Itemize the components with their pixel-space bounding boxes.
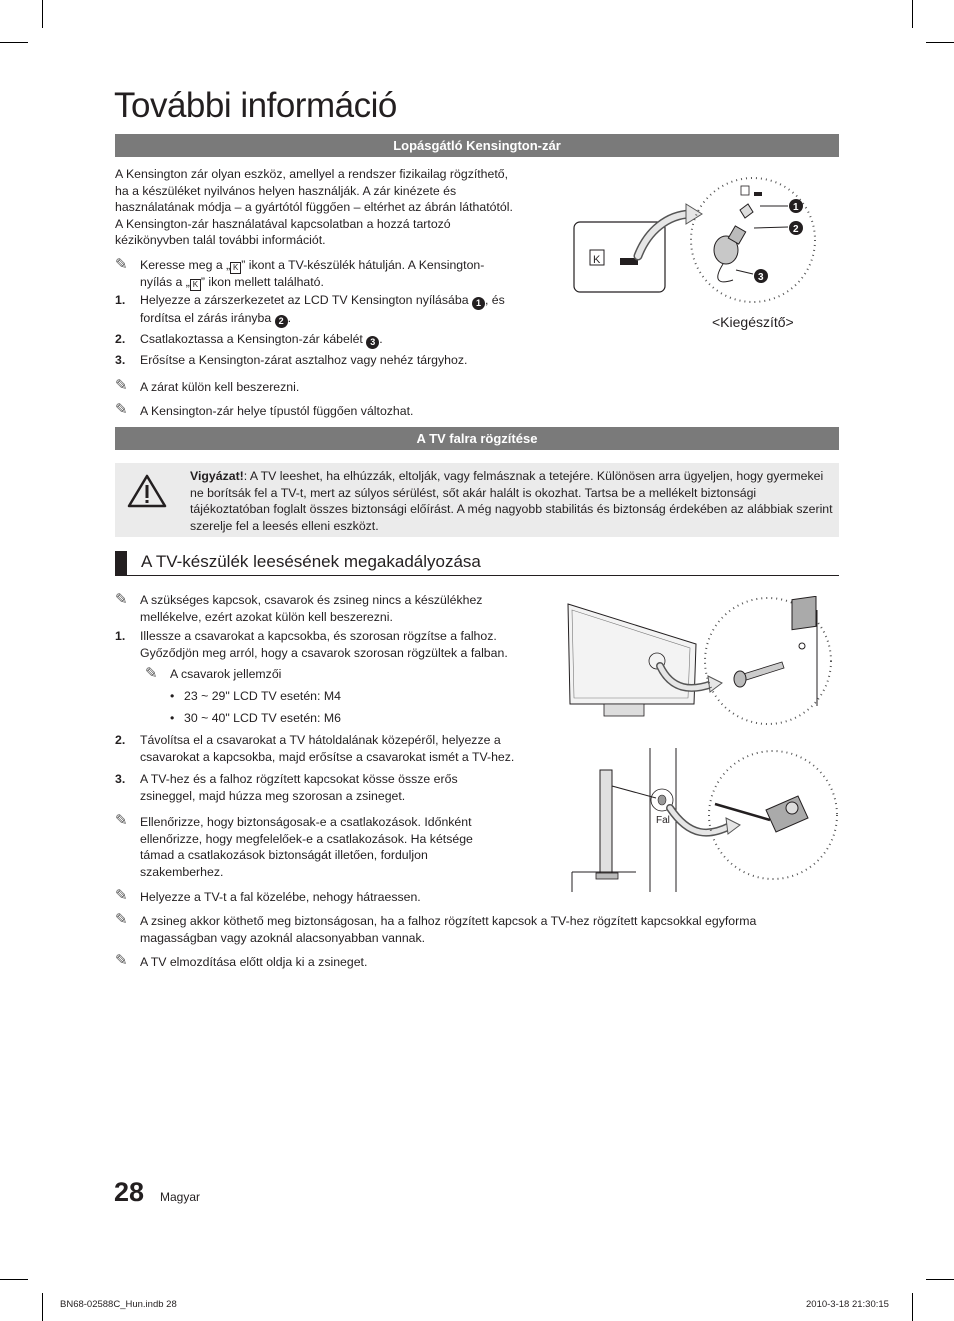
step-number: 1. [115,629,126,643]
crop-mark [912,0,913,28]
note-pencil-icon: ✎ [115,911,128,928]
section-kensington-header: Lopásgátló Kensington-zár [115,134,839,157]
circle-1-icon: 1 [793,202,799,213]
step-number: 3. [115,353,126,367]
circle-3-icon: 3 [366,336,379,349]
note-pencil-icon: ✎ [115,887,128,904]
screw-spec-2: 30 ~ 40" LCD TV esetén: M6 [184,711,341,725]
circle-3-icon: 3 [758,272,764,283]
wall-step-3: A TV-hez és a falhoz rögzített kapcsokat kösse össze erős zsineggel, majd húzza meg szorosan a zsineget. [140,772,458,803]
kensington-intro: A Kensington zár olyan eszköz, amellyel a rendszer fizikailag rögzíthető, ha a készüléket nyilvános helyen használják. A zár kinézete és használatának módja – a gyártótól függően – eltérhet az ábrán láthatótól. A Kensington-zár használatával kapcsolatban a hozzá tartozó kézikönyvben talál további információt. [115,167,513,248]
circle-1-icon: 1 [472,297,485,310]
crop-mark [0,42,28,43]
step-number: 2. [115,332,126,346]
kensington-icon: K [190,279,201,291]
screw-spec-1: 23 ~ 29" LCD TV esetén: M4 [184,689,341,703]
wall-step-1: Illessze a csavarokat a kapcsokba, és szorosan rögzítse a falhoz. Győződjön meg arról, hogy a csavarok szorosan rögzültek a falban. [140,629,508,660]
crop-mark [912,1293,913,1321]
file-name: BN68-02588C_Hun.indb 28 [60,1299,177,1310]
language-label: Magyar [160,1190,201,1204]
wall-label: Fal [656,815,670,826]
bullet-dot: • [170,689,175,703]
crop-mark [42,1293,43,1321]
crop-mark [926,1279,954,1280]
note-pencil-icon: ✎ [115,952,128,969]
kensington-step-2: Csatlakoztassa a Kensington-zár kábelét 3 . [140,332,383,347]
step-number: 2. [115,733,126,747]
note-untie-cord: A TV elmozdítása előtt oldja ki a zsineget. [140,955,368,969]
note-pencil-icon: ✎ [145,665,158,682]
note-lock-location: A Kensington-zár helye típustól függően változhat. [140,404,414,418]
warning-triangle-icon [127,474,167,508]
figure-caption: <Kiegészítő> [712,314,794,330]
kensington-figure [568,170,838,335]
wall-step-2: Távolítsa el a csavarokat a TV hátoldalának közepéről, helyezze a csavarokat a kapcsokba, majd erősítse a csavarokat ismét a TV-hez. [140,733,515,764]
crop-mark [926,42,954,43]
page-number: 28 [114,1177,145,1207]
subheading [115,551,839,576]
note-check-connections: Ellenőrizze, hogy biztonságosak-e a csatlakozások. Időnként ellenőrizze, hogy megfelelőek-e a csatlakozások. Ha kétsége támad a csatlakozások biztonságát illetően, forduljon szakemberhez. [140,815,473,879]
tv-back-figure [562,596,842,726]
note-pencil-icon: ✎ [115,812,128,829]
circle-2-icon: 2 [793,224,799,235]
crop-mark [0,1279,28,1280]
note-lock-separate: A zárat külön kell beszerezni. [140,380,300,394]
note-pencil-icon: ✎ [115,377,128,394]
warning-text: Vigyázat!: A TV leeshet, ha elhúzzák, eltolják, vagy felmásznak a tetejére. Különösen arra ügyeljen, hogy gyermekei ne borítsák fel a TV-t, mert az súlyos sérülést, sőt akár halált is okozhat. Tartsa be a mellékelt biztonsági tájékoztatóban foglalt összes biztonsági előírást. A még nagyobb stabilitás és biztonság érdekében az alábbiak szerint szerelje fel a leesés elleni eszközt. [190,469,833,533]
circle-2-icon: 2 [275,315,288,328]
subheading-label: A TV-készülék leesésének megakadályozása [141,552,481,571]
page-title: További információ [114,86,397,125]
step-number: 1. [115,293,126,307]
note-pencil-icon: ✎ [115,256,128,273]
kensington-step-1: Helyezze a zárszerkezetet az LCD TV Kensington nyílásába 1 , és fordítsa el zárás irányba 2 . [140,293,505,326]
note-pencil-icon: ✎ [115,591,128,608]
step-number: 3. [115,772,126,786]
note-pencil-icon: ✎ [115,401,128,418]
note-parts-separate: A szükséges kapcsok, csavarok és zsineg nincs a készülékhez mellékelve, ezért azokat külön kell beszerezni. [140,593,483,624]
note-kensington-icon: Keresse meg a „ K ” ikont a TV-készülék hátulján. A Kensington- nyílás a „ K ” ikon mellett található. [140,258,485,289]
screw-note: A csavarok jellemzői [170,667,282,681]
note-cord-height: A zsineg akkor köthető meg biztonságosan, ha a falhoz rögzített kapcsok a TV-hez rögzített kapcsokkal egyforma magasságban vagy azoknál alacsonyabban vannak. [140,914,757,945]
note-place-near-wall: Helyezze a TV-t a fal közelébe, nehogy hátraessen. [140,890,421,904]
print-timestamp: 2010-3-18 21:30:15 [806,1299,889,1310]
crop-mark [42,0,43,28]
svg-text:K: K [593,254,601,266]
tv-wall-figure [570,748,840,893]
kensington-icon: K [230,262,241,274]
section-wall-mount-header: A TV falra rögzítése [115,427,839,450]
bullet-dot: • [170,711,175,725]
kensington-step-3: Erősítse a Kensington-zárat asztalhoz vagy nehéz tárgyhoz. [140,353,468,367]
